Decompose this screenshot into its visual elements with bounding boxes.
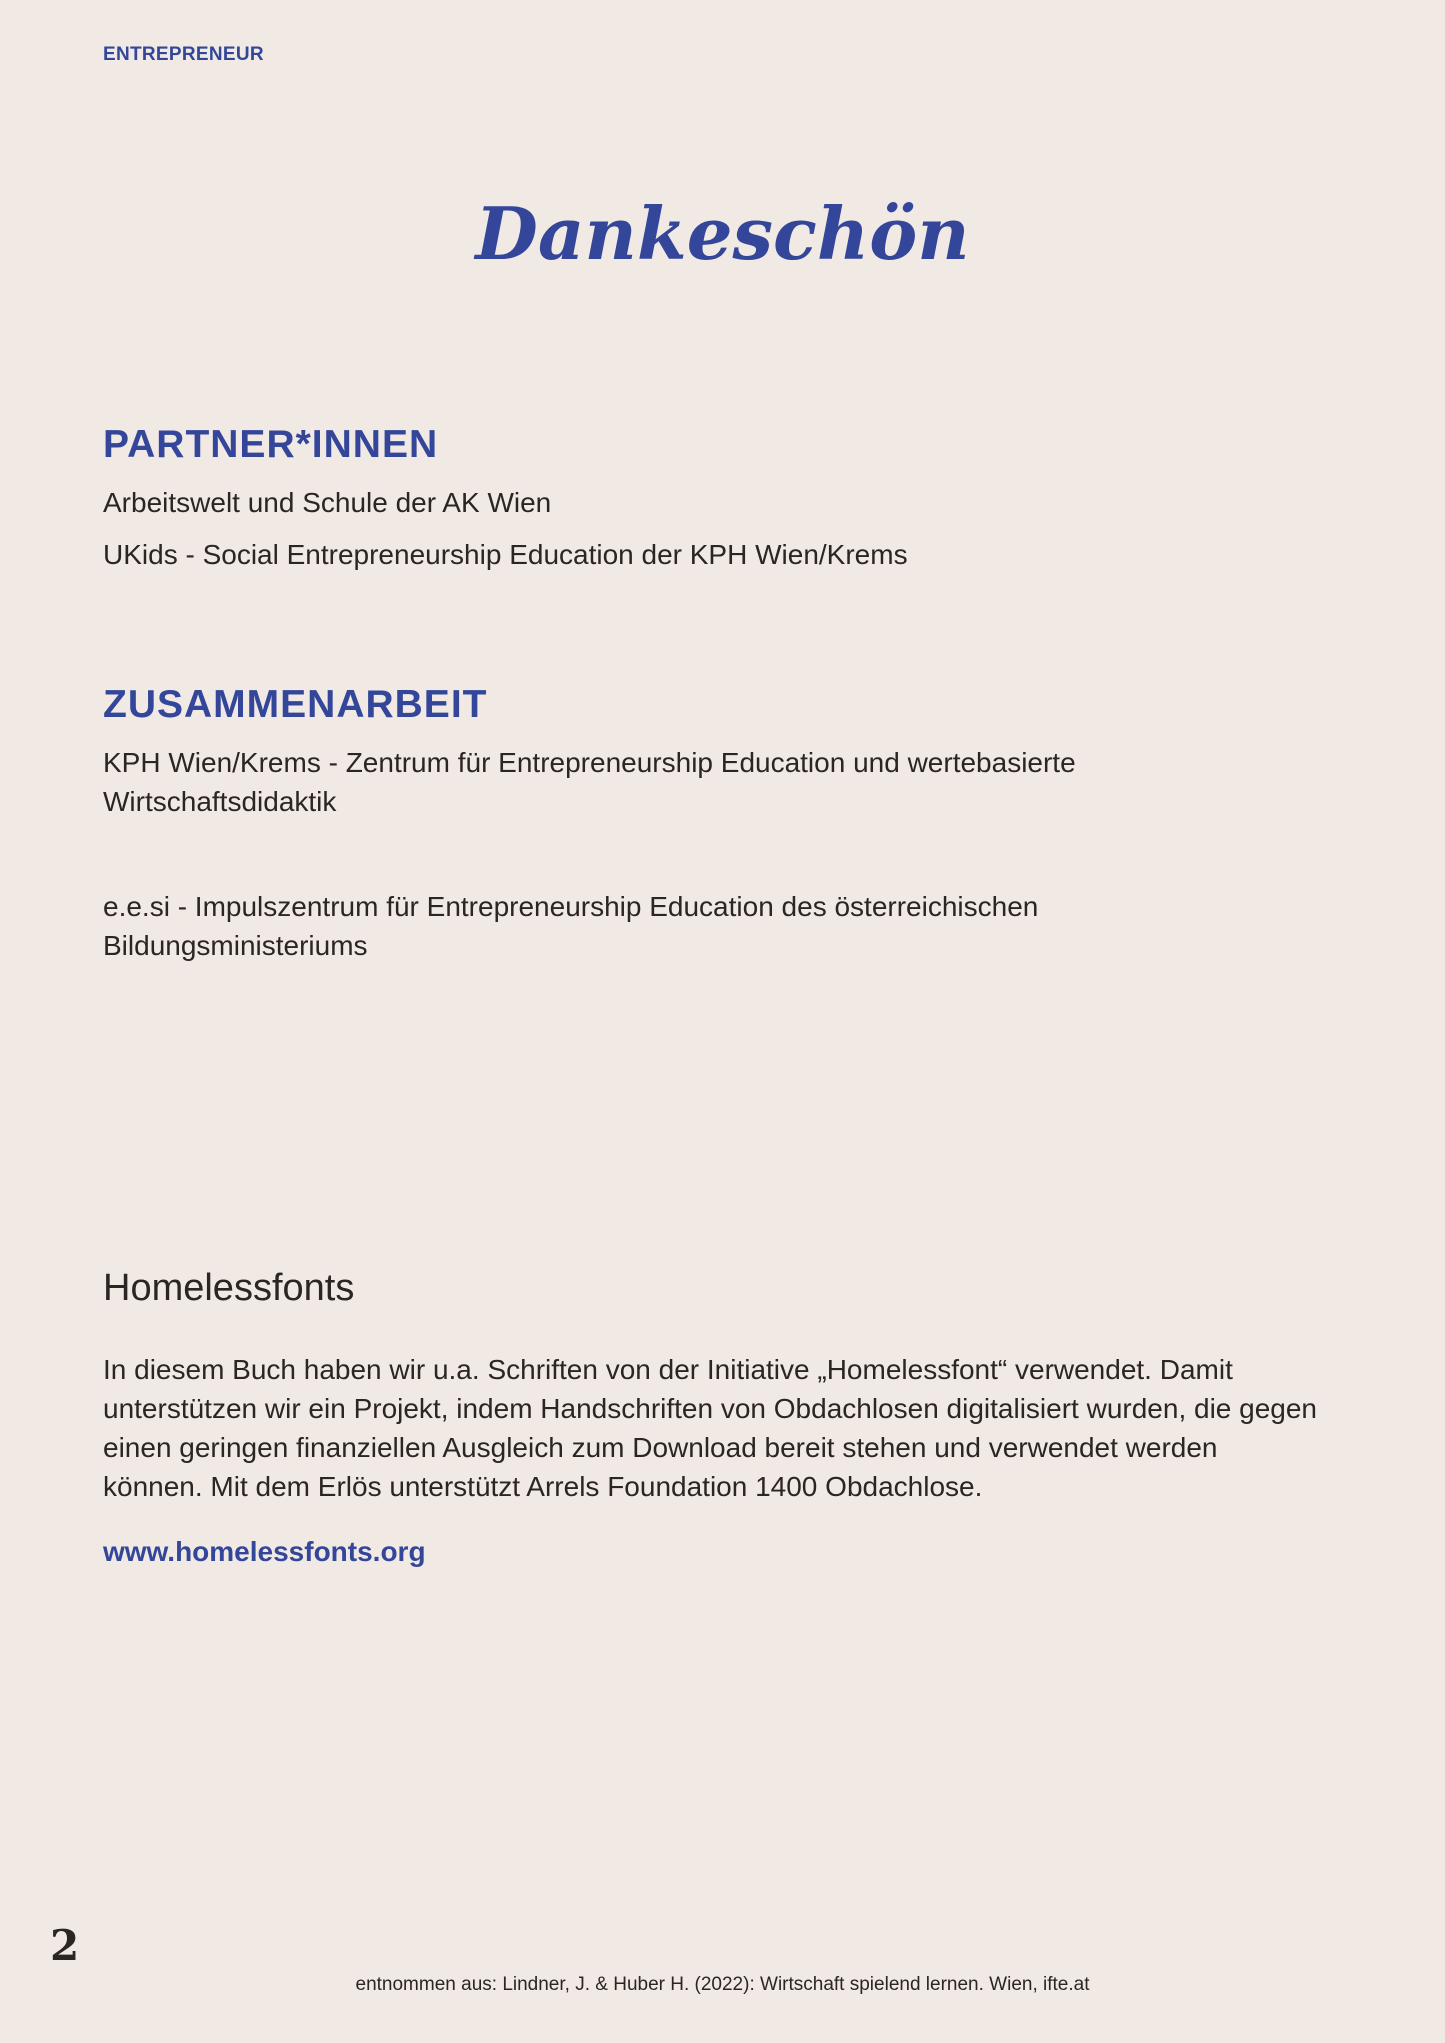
page-number: 2 bbox=[50, 1921, 80, 1970]
collaboration-section bbox=[103, 684, 1323, 978]
partner-item: Arbeitswelt und Schule der AK Wien bbox=[103, 486, 552, 518]
page-title: Dankeschön bbox=[475, 191, 970, 277]
collaboration-item: e.e.si - Impulszentrum für Entrepreneurship Education des österreichischen Bildungsministeriums bbox=[103, 890, 1039, 961]
homelessfonts-heading: Homelessfonts bbox=[103, 1267, 355, 1309]
partners-heading: PARTNER*INNEN bbox=[103, 423, 439, 466]
collaboration-item: KPH Wien/Krems - Zentrum für Entrepreneurship Education und wertebasierte Wirtschaftsdidaktik bbox=[103, 746, 1076, 817]
partner-item: UKids - Social Entrepreneurship Education der KPH Wien/Krems bbox=[103, 538, 908, 570]
homelessfonts-link[interactable]: www.homelessfonts.org bbox=[103, 1535, 426, 1567]
footer-source-citation: entnommen aus: Lindner, J. & Huber H. (2022): Wirtschaft spielend lernen. Wien, ifte.at bbox=[355, 1974, 1090, 1995]
homelessfonts-section bbox=[103, 1268, 1323, 1568]
homelessfonts-description: In diesem Buch haben wir u.a. Schriften von der Initiative „Homelessfont“ verwendet. Damit unterstützen wir ein Projekt, indem Handschriften von Obdachlosen digitalisiert wurden, die gegen einen geringen finanziellen Ausgleich zum Download bereit stehen und verwendet werden können. Mit dem Erlös unterstützt Arrels Foundation 1400 Obdachlose. bbox=[103, 1353, 1318, 1502]
partners-section bbox=[103, 424, 1323, 587]
collaboration-heading: ZUSAMMENARBEIT bbox=[103, 683, 488, 726]
header-label: ENTREPRENEUR bbox=[103, 44, 264, 65]
